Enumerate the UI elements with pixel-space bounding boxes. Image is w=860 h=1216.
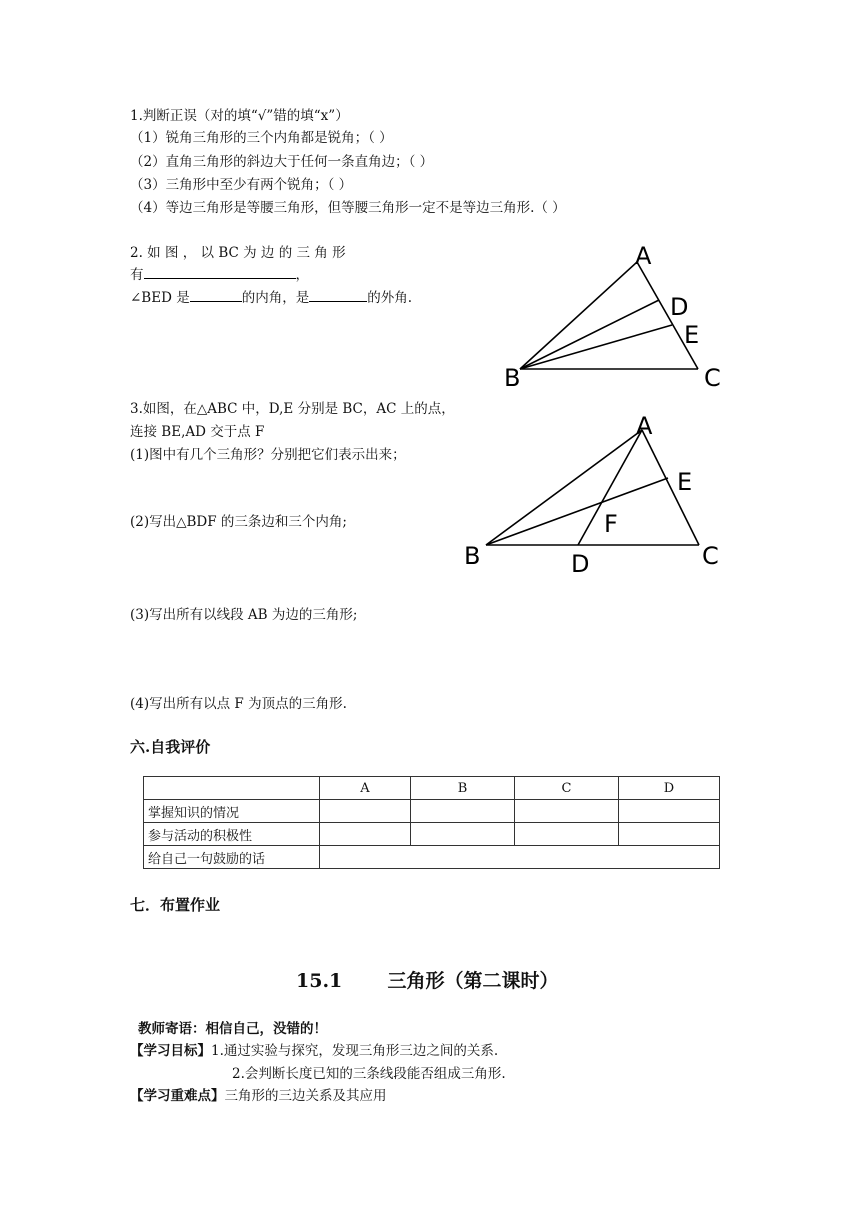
table-col-c: C: [515, 777, 619, 800]
lesson-title: [296, 966, 559, 993]
table-col-a: A: [320, 777, 411, 800]
q3-sub-4: (4)写出所有以点 F 为顶点的三角形.: [130, 696, 347, 712]
teacher-message: 教师寄语：相信自己，没错的！: [138, 1021, 327, 1037]
q3-triangle-figure: [455, 410, 745, 580]
q2-line-3: [130, 287, 412, 309]
table-col-b: B: [411, 777, 515, 800]
table-cell[interactable]: [515, 823, 619, 846]
table-corner-cell: [144, 777, 320, 800]
q3-sub-2: (2)写出△BDF 的三条边和三个内角;: [130, 514, 347, 530]
q2-blank-exterior[interactable]: [309, 287, 367, 302]
q3-sub-3: (3)写出所有以线段 AB 为边的三角形;: [130, 607, 358, 623]
q3-label-e: E: [677, 468, 693, 496]
table-row-label: 给自己一句鼓励的话: [144, 846, 320, 869]
q2-triangle-figure: [490, 240, 740, 400]
table-cell-encouragement[interactable]: [320, 846, 720, 869]
table-row-label: 参与活动的积极性: [144, 823, 320, 846]
lesson-number: 15.1: [296, 970, 343, 992]
q3-line-1: 3.如图，在△ABC 中，D,E 分别是 BC，AC 上的点，: [130, 401, 455, 417]
q2-line-2: [130, 264, 309, 286]
q3-line-2: 连接 BE,AD 交于点 F: [130, 424, 265, 440]
learning-goal-1: 1.通过实验与探究，发现三角形三边之间的关系.: [211, 1043, 499, 1059]
q2-line-1: 2. 如 图 ， 以 BC 为 边 的 三 角 形: [130, 245, 346, 261]
learning-goals-label: 【学习目标】: [130, 1043, 211, 1059]
table-row: [144, 846, 720, 869]
q2-label-d: D: [670, 293, 689, 321]
q3-label-a: A: [636, 412, 653, 440]
q1-item-4: （4）等边三角形是等腰三角形，但等腰三角形一定不是等边三角形.（ ）: [130, 200, 566, 216]
section-7-heading: 七．布置作业: [130, 896, 221, 914]
table-row: [144, 823, 720, 846]
q2-line-2-prefix: 有: [130, 267, 144, 283]
q1-title: 1.判断正误（对的填“√”错的填“x”）: [130, 108, 349, 124]
lesson-title-text: 三角形（第二课时）: [387, 970, 559, 992]
table-cell[interactable]: [619, 800, 720, 823]
self-evaluation-table: [143, 776, 720, 869]
table-col-d: D: [619, 777, 720, 800]
table-row: [144, 800, 720, 823]
q2-line-2-suffix: ，: [295, 267, 309, 283]
q2-line-3-a: ∠BED 是: [130, 290, 190, 306]
q2-label-e: E: [684, 321, 700, 349]
q2-line-3-c: 的外角.: [367, 290, 412, 306]
table-header-row: [144, 777, 720, 800]
q1-item-2: （2）直角三角形的斜边大于任何一条直角边；（ ）: [130, 154, 434, 170]
key-points-label: 【学习重难点】: [130, 1088, 225, 1104]
key-points: [130, 1085, 387, 1107]
q3-sub-1: (1)图中有几个三角形？分别把它们表示出来；: [130, 447, 406, 463]
table-cell[interactable]: [411, 800, 515, 823]
key-points-text: 三角形的三边关系及其应用: [224, 1088, 387, 1104]
table-cell[interactable]: [515, 800, 619, 823]
table-cell[interactable]: [411, 823, 515, 846]
q1-item-3: （3）三角形中至少有两个锐角；（ ）: [130, 177, 353, 193]
q3-label-b: B: [464, 542, 481, 570]
q2-label-c: C: [704, 364, 721, 392]
q2-label-a: A: [635, 242, 652, 270]
learning-goal-2: 2.会判断长度已知的三条线段能否组成三角形.: [232, 1066, 506, 1082]
q3-label-d: D: [571, 550, 590, 578]
q2-blank-interior[interactable]: [190, 287, 242, 302]
q3-triangle-lines: [486, 430, 699, 545]
q3-label-c: C: [702, 542, 719, 570]
table-cell[interactable]: [619, 823, 720, 846]
section-6-heading: 六.自我评价: [130, 738, 211, 756]
q2-blank-triangles[interactable]: [144, 264, 296, 279]
q3-label-f: F: [604, 510, 618, 538]
q2-line-3-b: 的内角，是: [241, 290, 310, 306]
q2-label-b: B: [504, 364, 521, 392]
table-cell[interactable]: [320, 800, 411, 823]
table-cell[interactable]: [320, 823, 411, 846]
q1-item-1: （1）锐角三角形的三个内角都是锐角；（ ）: [130, 130, 393, 146]
table-row-label: 掌握知识的情况: [144, 800, 320, 823]
learning-goals: [130, 1040, 498, 1062]
